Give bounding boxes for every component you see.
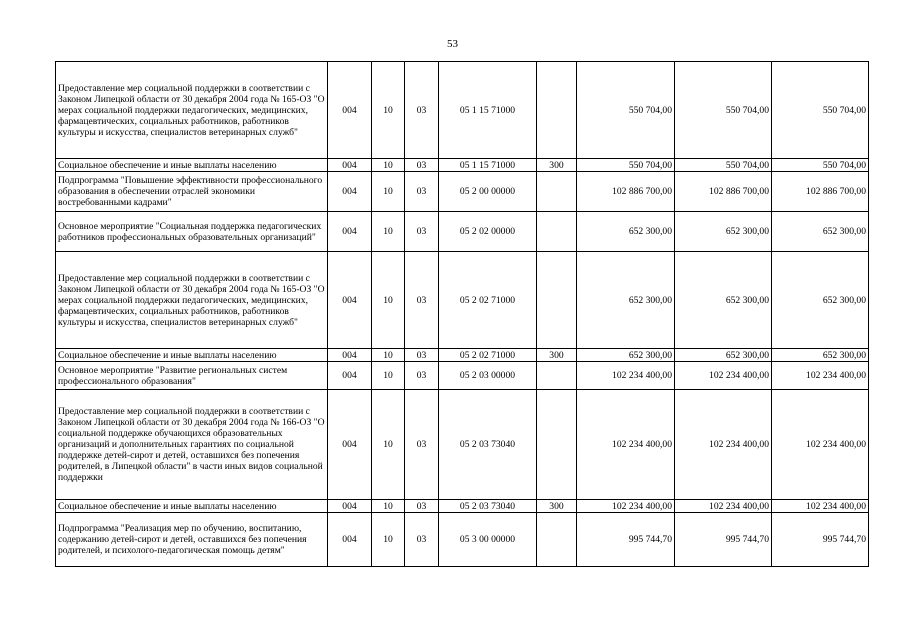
amount-year1-cell: 652 300,00 — [577, 252, 675, 349]
expense-type-cell: 300 — [537, 159, 577, 172]
amount-year2-cell: 652 300,00 — [675, 212, 772, 252]
section-code-cell: 10 — [372, 212, 405, 252]
target-item-cell: 05 3 00 00000 — [439, 513, 537, 567]
row-name-cell: Подпрограмма "Повышение эффективности профессионального образования в обеспечении отраслей экономики востребованными кадрами" — [56, 172, 328, 212]
amount-year2-cell: 550 704,00 — [675, 159, 772, 172]
amount-year2-cell: 102 886 700,00 — [675, 172, 772, 212]
table-body — [56, 62, 869, 567]
amount-year1-cell: 102 234 400,00 — [577, 500, 675, 513]
expense-type-cell — [537, 362, 577, 390]
amount-year3-cell: 652 300,00 — [772, 349, 869, 362]
amount-year2-cell: 652 300,00 — [675, 349, 772, 362]
amount-year3-cell: 102 886 700,00 — [772, 172, 869, 212]
subsection-code-cell: 03 — [405, 212, 439, 252]
ved-code-cell: 004 — [328, 362, 372, 390]
table-row — [56, 349, 869, 362]
expense-type-cell — [537, 390, 577, 500]
row-name-cell: Социальное обеспечение и иные выплаты населению — [56, 500, 328, 513]
amount-year1-cell: 550 704,00 — [577, 62, 675, 159]
expense-type-cell — [537, 212, 577, 252]
amount-year2-cell: 102 234 400,00 — [675, 390, 772, 500]
section-code-cell: 10 — [372, 252, 405, 349]
table-row — [56, 513, 869, 567]
expense-type-cell — [537, 513, 577, 567]
section-code-cell: 10 — [372, 172, 405, 212]
table-row — [56, 159, 869, 172]
ved-code-cell: 004 — [328, 390, 372, 500]
row-name-cell: Основное мероприятие "Социальная поддержка педагогических работников профессиональных образовательных организаций" — [56, 212, 328, 252]
target-item-cell: 05 2 02 71000 — [439, 349, 537, 362]
amount-year3-cell: 102 234 400,00 — [772, 390, 869, 500]
amount-year2-cell: 995 744,70 — [675, 513, 772, 567]
table-row — [56, 62, 869, 159]
target-item-cell: 05 1 15 71000 — [439, 159, 537, 172]
ved-code-cell: 004 — [328, 252, 372, 349]
subsection-code-cell: 03 — [405, 390, 439, 500]
expense-type-cell — [537, 252, 577, 349]
amount-year3-cell: 995 744,70 — [772, 513, 869, 567]
target-item-cell: 05 2 03 73040 — [439, 500, 537, 513]
table-row — [56, 390, 869, 500]
target-item-cell: 05 2 02 00000 — [439, 212, 537, 252]
ved-code-cell: 004 — [328, 212, 372, 252]
amount-year1-cell: 102 234 400,00 — [577, 390, 675, 500]
ved-code-cell: 004 — [328, 500, 372, 513]
target-item-cell: 05 2 03 73040 — [439, 390, 537, 500]
amount-year1-cell: 652 300,00 — [577, 349, 675, 362]
target-item-cell: 05 2 00 00000 — [439, 172, 537, 212]
subsection-code-cell: 03 — [405, 500, 439, 513]
amount-year3-cell: 652 300,00 — [772, 252, 869, 349]
table-row — [56, 362, 869, 390]
amount-year3-cell: 550 704,00 — [772, 159, 869, 172]
amount-year1-cell: 102 886 700,00 — [577, 172, 675, 212]
amount-year3-cell: 652 300,00 — [772, 212, 869, 252]
page-number: 53 — [447, 38, 458, 50]
table-row — [56, 252, 869, 349]
row-name-cell: Социальное обеспечение и иные выплаты населению — [56, 159, 328, 172]
subsection-code-cell: 03 — [405, 172, 439, 212]
expense-type-cell — [537, 172, 577, 212]
amount-year2-cell: 102 234 400,00 — [675, 500, 772, 513]
amount-year2-cell: 102 234 400,00 — [675, 362, 772, 390]
section-code-cell: 10 — [372, 390, 405, 500]
amount-year1-cell: 102 234 400,00 — [577, 362, 675, 390]
amount-year1-cell: 550 704,00 — [577, 159, 675, 172]
section-code-cell: 10 — [372, 159, 405, 172]
amount-year2-cell: 550 704,00 — [675, 62, 772, 159]
amount-year3-cell: 102 234 400,00 — [772, 362, 869, 390]
expense-type-cell — [537, 62, 577, 159]
budget-table — [55, 61, 869, 567]
amount-year1-cell: 995 744,70 — [577, 513, 675, 567]
ved-code-cell: 004 — [328, 159, 372, 172]
amount-year2-cell: 652 300,00 — [675, 252, 772, 349]
table-row — [56, 500, 869, 513]
row-name-cell: Социальное обеспечение и иные выплаты населению — [56, 349, 328, 362]
subsection-code-cell: 03 — [405, 159, 439, 172]
ved-code-cell: 004 — [328, 349, 372, 362]
target-item-cell: 05 2 03 00000 — [439, 362, 537, 390]
target-item-cell: 05 2 02 71000 — [439, 252, 537, 349]
target-item-cell: 05 1 15 71000 — [439, 62, 537, 159]
amount-year3-cell: 102 234 400,00 — [772, 500, 869, 513]
row-name-cell: Предоставление мер социальной поддержки в соответствии с Законом Липецкой области от 30 декабря 2004 года № 165-ОЗ "О мерах социальной поддержки педагогических, медицинских, фармацевтических, социальных работников, работников культуры и искусства, специалистов ветеринарных служб" — [56, 62, 328, 159]
row-name-cell: Основное мероприятие "Развитие региональных систем профессионального образования" — [56, 362, 328, 390]
subsection-code-cell: 03 — [405, 513, 439, 567]
row-name-cell: Предоставление мер социальной поддержки в соответствии с Законом Липецкой области от 30 декабря 2004 года № 165-ОЗ "О мерах социальной поддержки педагогических, медицинских, фармацевтических, социальных работников, работников культуры и искусства, специалистов ветеринарных служб" — [56, 252, 328, 349]
section-code-cell: 10 — [372, 349, 405, 362]
ved-code-cell: 004 — [328, 172, 372, 212]
subsection-code-cell: 03 — [405, 362, 439, 390]
expense-type-cell: 300 — [537, 349, 577, 362]
subsection-code-cell: 03 — [405, 349, 439, 362]
subsection-code-cell: 03 — [405, 252, 439, 349]
ved-code-cell: 004 — [328, 62, 372, 159]
expense-type-cell: 300 — [537, 500, 577, 513]
ved-code-cell: 004 — [328, 513, 372, 567]
section-code-cell: 10 — [372, 62, 405, 159]
table-row — [56, 212, 869, 252]
amount-year1-cell: 652 300,00 — [577, 212, 675, 252]
row-name-cell: Подпрограмма "Реализация мер по обучению, воспитанию, содержанию детей-сирот и детей, оставшихся без попечения родителей, и психолого-педагогическая помощь детям" — [56, 513, 328, 567]
section-code-cell: 10 — [372, 362, 405, 390]
row-name-cell: Предоставление мер социальной поддержки в соответствии с Законом Липецкой области от 30 декабря 2004 года № 166-ОЗ "О социальной поддержке обучающихся образовательных организаций и дополнительных гарантиях по социальной поддержке детей-сирот и детей, оставшихся без попечения родителей, в Липецкой области" в части иных видов социальной поддержки — [56, 390, 328, 500]
amount-year3-cell: 550 704,00 — [772, 62, 869, 159]
table-row — [56, 172, 869, 212]
section-code-cell: 10 — [372, 513, 405, 567]
section-code-cell: 10 — [372, 500, 405, 513]
subsection-code-cell: 03 — [405, 62, 439, 159]
